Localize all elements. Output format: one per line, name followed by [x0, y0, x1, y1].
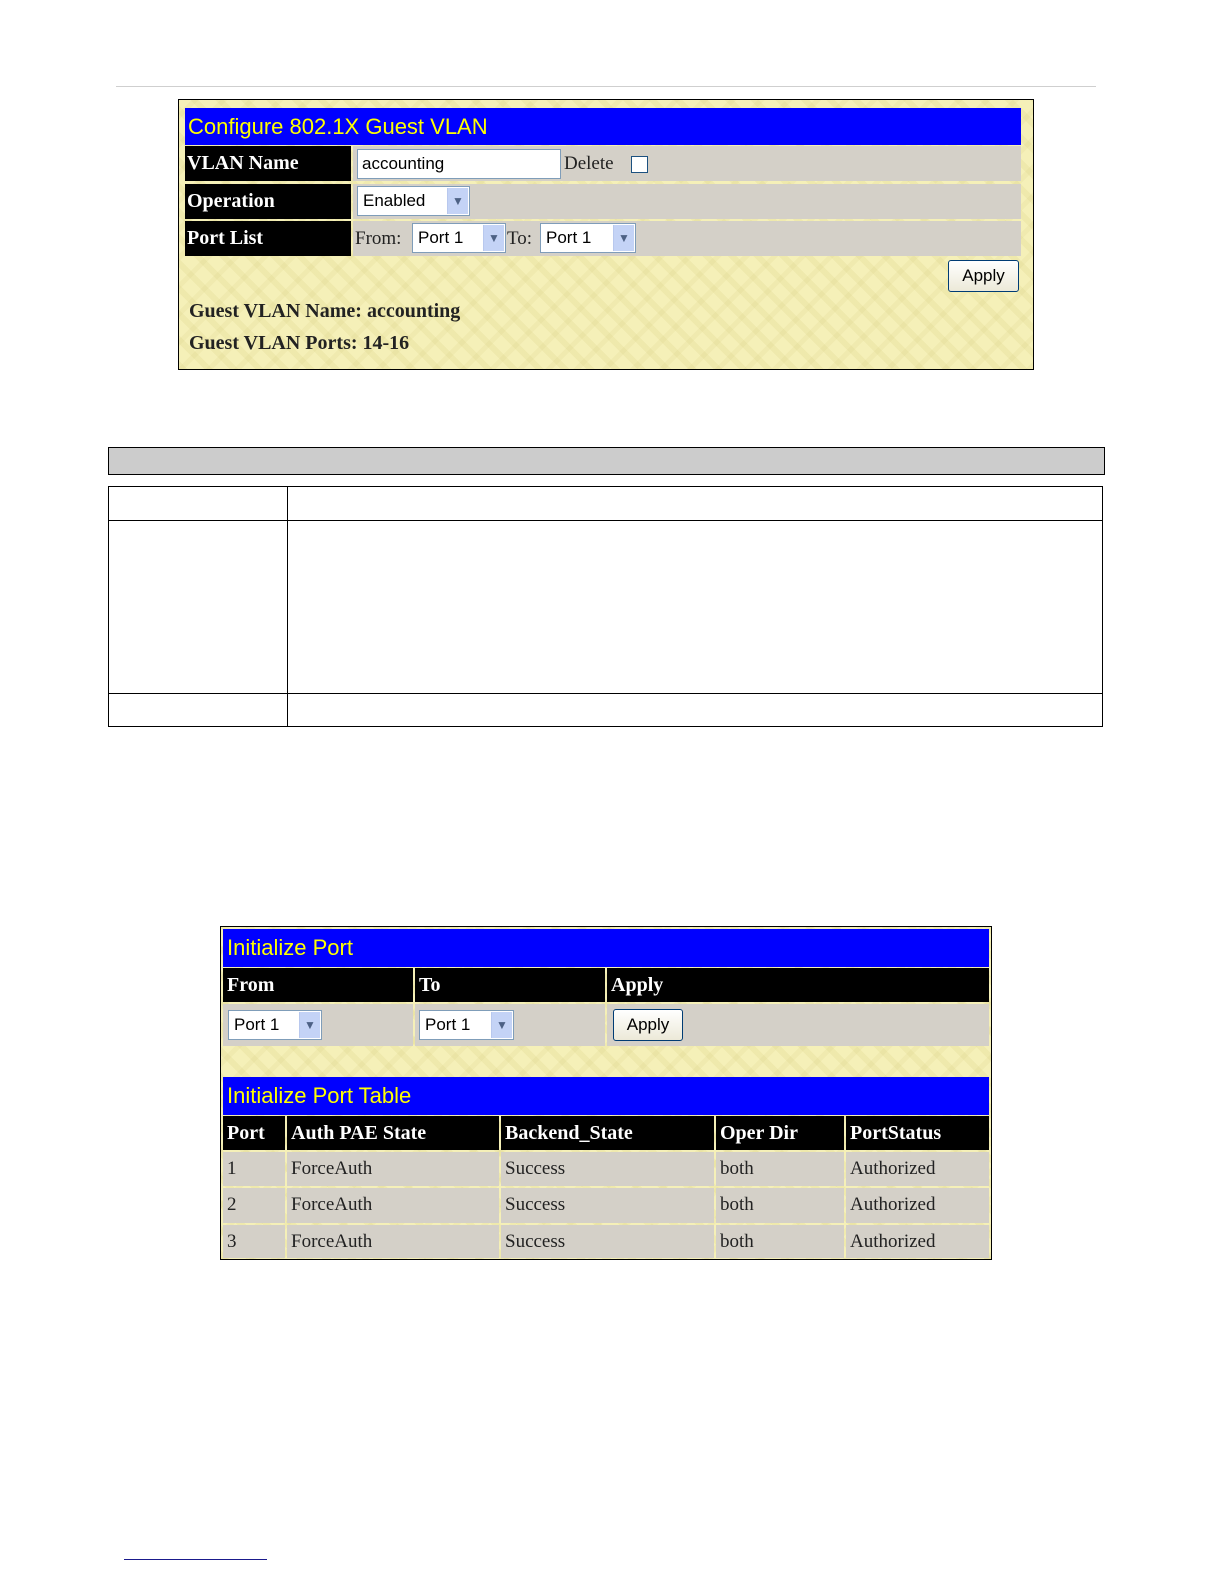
cell-oper-dir: both [716, 1225, 844, 1258]
to-port-select[interactable] [419, 1010, 514, 1040]
delete-label: Delete [564, 153, 614, 174]
chevron-down-icon: ▼ [613, 225, 634, 251]
cell-port: 2 [223, 1188, 285, 1223]
to-port-value: Port 1 [546, 228, 592, 247]
cell-oper-dir: both [716, 1188, 844, 1223]
chevron-down-icon: ▼ [299, 1012, 320, 1038]
cell-port: 1 [223, 1152, 285, 1186]
vlan-name-row [185, 146, 1021, 181]
from-label: From: [355, 228, 402, 249]
col-header-port: Port [223, 1116, 285, 1150]
from-port-value: Port 1 [418, 228, 464, 247]
port-list-row [185, 221, 1021, 256]
guest-vlan-panel [178, 99, 1034, 370]
chevron-down-icon: ▼ [447, 188, 468, 214]
panel-title: Configure 802.1X Guest VLAN [185, 108, 1021, 145]
cell-auth-pae-state: ForceAuth [287, 1225, 499, 1258]
footer-link-underline [124, 1559, 267, 1560]
col-header-oper-dir: Oper Dir [716, 1116, 844, 1150]
delete-checkbox[interactable] [631, 156, 648, 173]
cell-port-status: Authorized [846, 1225, 989, 1258]
header-to: To [415, 968, 605, 1002]
apply-button[interactable]: Apply [948, 260, 1019, 292]
chevron-down-icon: ▼ [483, 225, 504, 251]
operation-select[interactable] [357, 186, 470, 216]
cell-oper-dir: both [716, 1152, 844, 1186]
cell-backend-state: Success [501, 1225, 714, 1258]
header-from: From [223, 968, 413, 1002]
from-port-select[interactable] [412, 223, 506, 253]
col-header-port-status: PortStatus [846, 1116, 989, 1150]
chevron-down-icon: ▼ [491, 1012, 512, 1038]
apply-button[interactable]: Apply [613, 1009, 683, 1041]
operation-select-value: Enabled [363, 191, 426, 210]
to-port-select[interactable] [540, 223, 636, 253]
row-divider [109, 693, 1102, 694]
cell-backend-state: Success [501, 1188, 714, 1223]
operation-label: Operation [185, 184, 351, 219]
guest-vlan-name-info: Guest VLAN Name: accounting [189, 300, 461, 322]
table-caption-bar [108, 447, 1105, 475]
vlan-name-input[interactable]: accounting [357, 149, 561, 179]
col-header-backend-state: Backend_State [501, 1116, 714, 1150]
cell-port: 3 [223, 1225, 285, 1258]
row-divider [109, 520, 1102, 521]
cell-port-status: Authorized [846, 1188, 989, 1223]
cell-auth-pae-state: ForceAuth [287, 1152, 499, 1186]
from-port-value: Port 1 [234, 1015, 280, 1034]
from-port-select[interactable] [228, 1010, 322, 1040]
top-rule [116, 86, 1096, 87]
col-header-auth-pae-state: Auth PAE State [287, 1116, 499, 1150]
table-title: Initialize Port Table [223, 1077, 989, 1115]
guest-vlan-ports-info: Guest VLAN Ports: 14-16 [189, 332, 410, 354]
operation-row [185, 184, 1021, 219]
port-list-label: Port List [185, 221, 351, 256]
panel-title: Initialize Port [223, 929, 989, 967]
to-port-value: Port 1 [425, 1015, 471, 1034]
cell-port-status: Authorized [846, 1152, 989, 1186]
initialize-port-panel [220, 926, 992, 1260]
header-apply: Apply [607, 968, 989, 1002]
cell-backend-state: Success [501, 1152, 714, 1186]
to-label: To: [507, 228, 533, 249]
vlan-name-label: VLAN Name [185, 146, 351, 181]
column-divider [287, 487, 288, 726]
cell-auth-pae-state: ForceAuth [287, 1188, 499, 1223]
parameter-table [108, 486, 1103, 727]
